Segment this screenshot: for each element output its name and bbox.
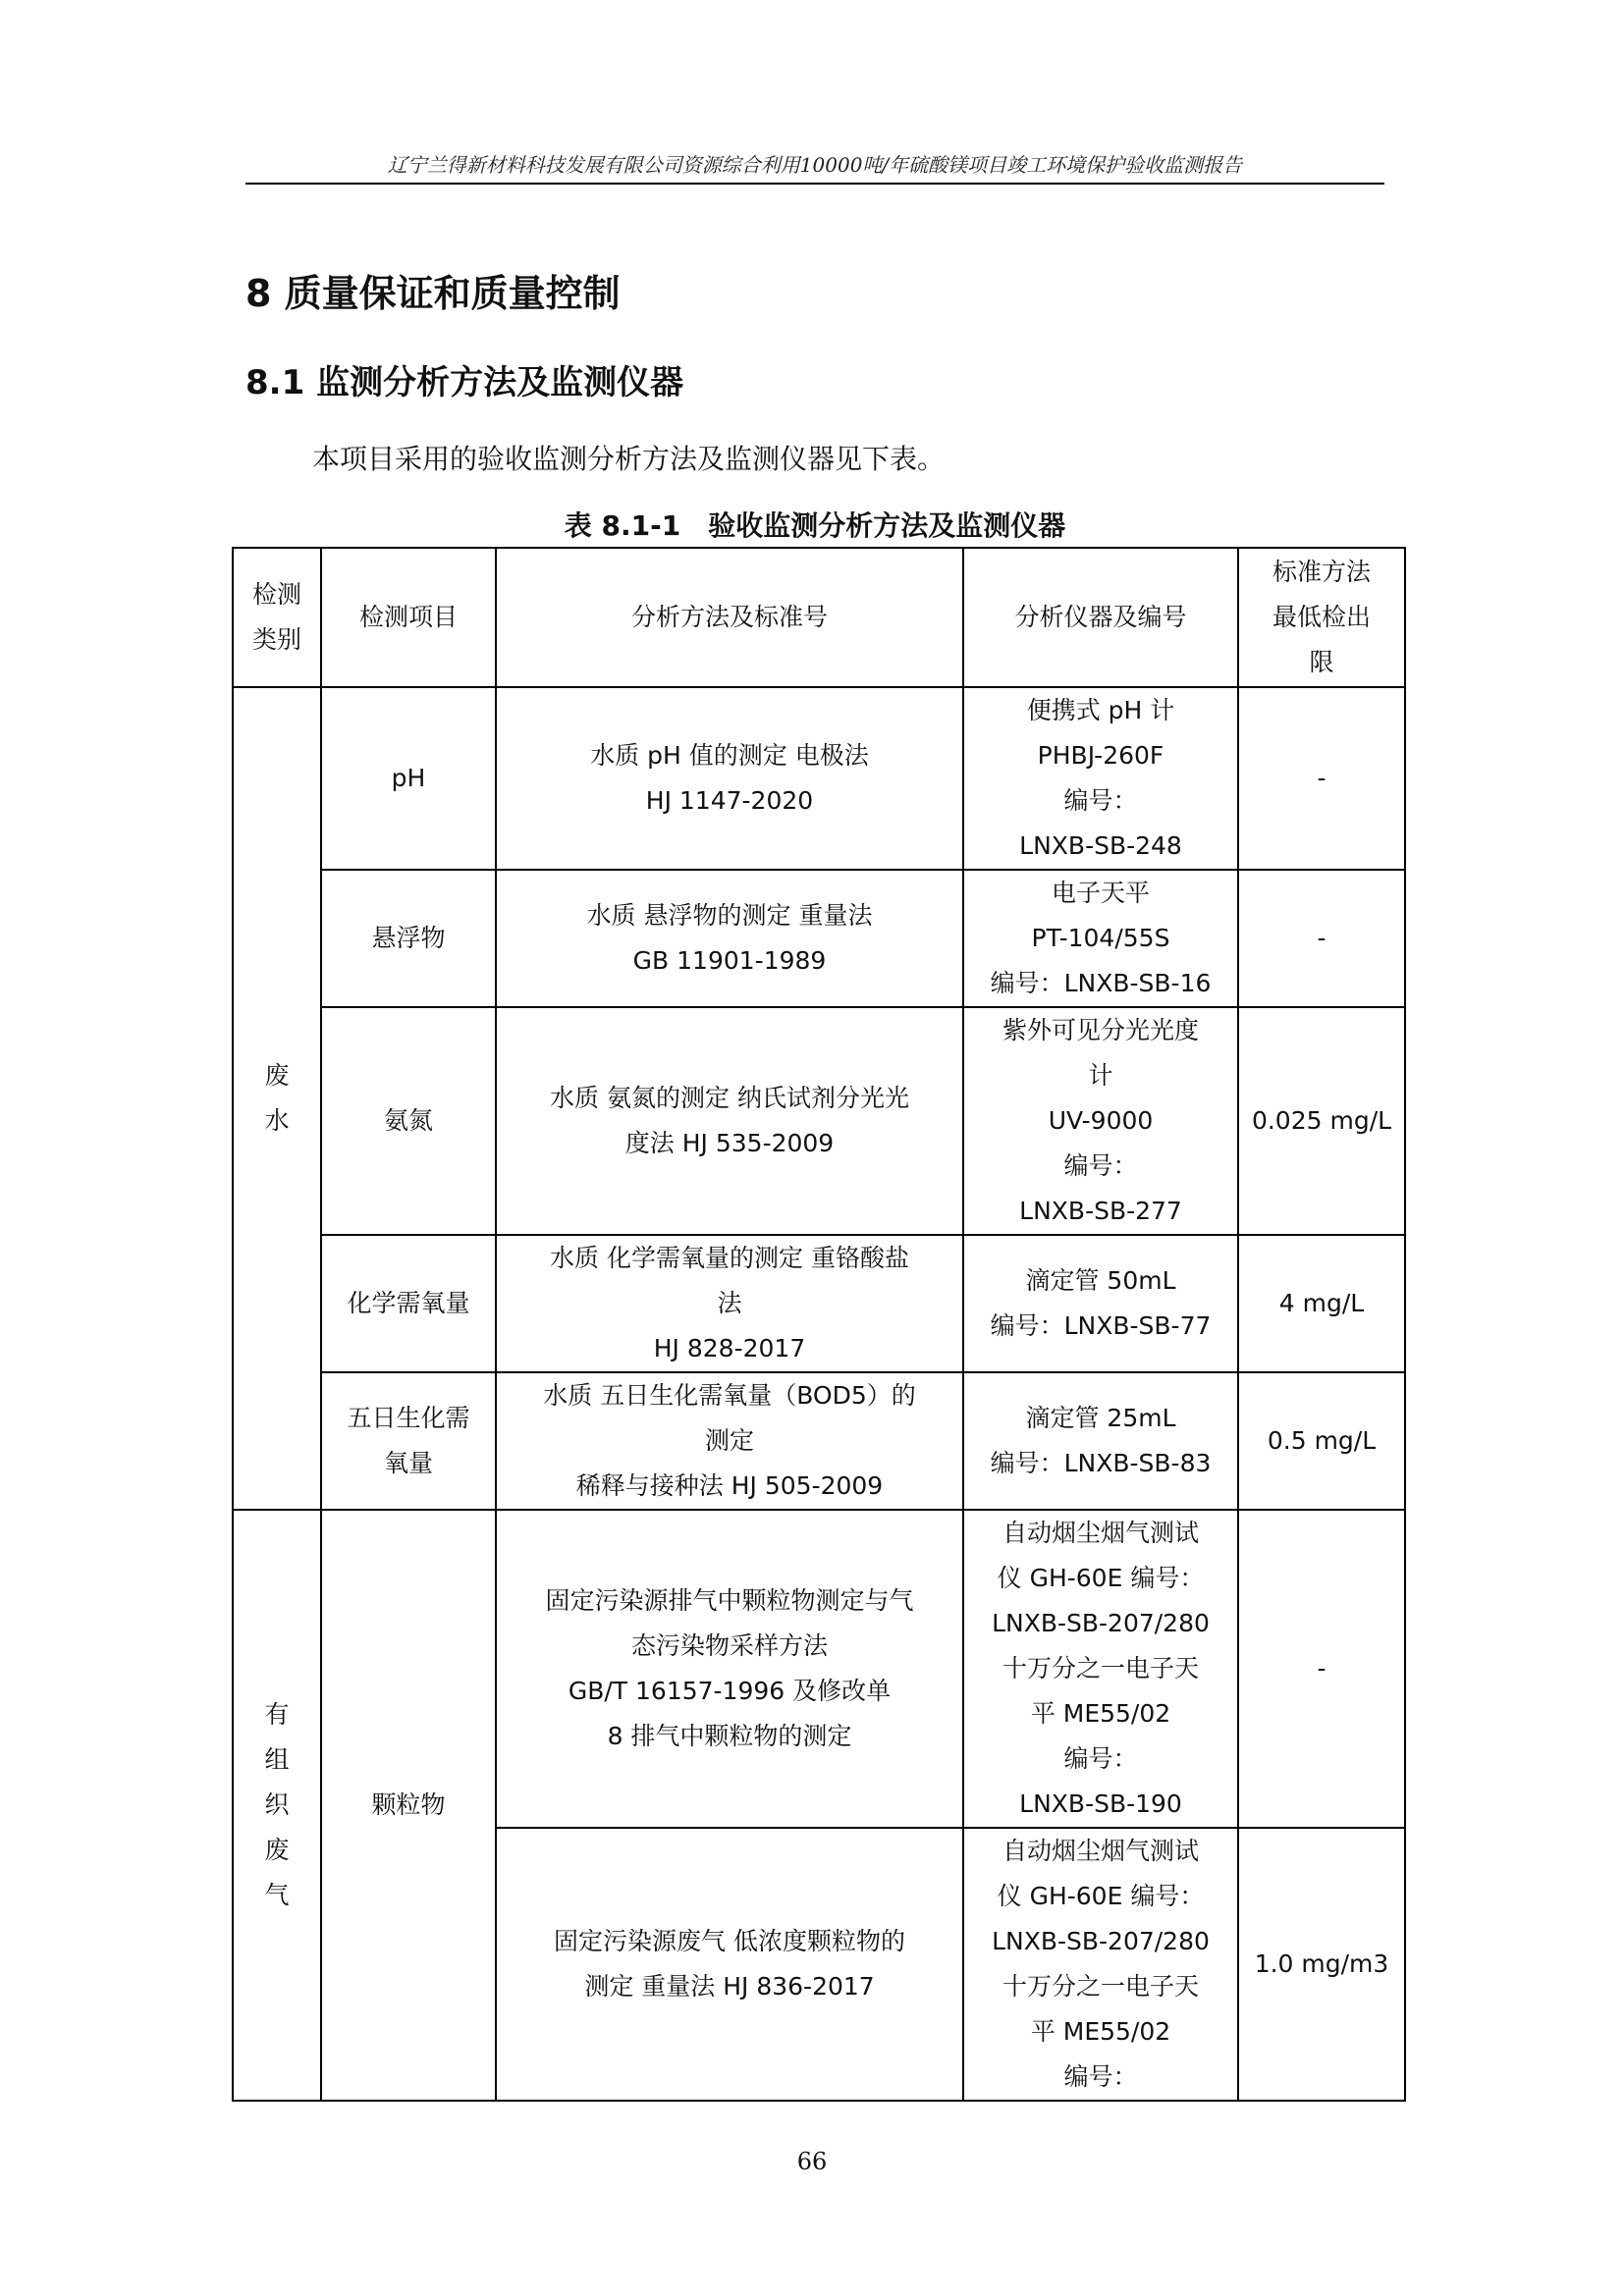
header-limit-line: 标准方法	[1272, 558, 1371, 586]
table-header-row	[233, 548, 1405, 687]
instrument-cell	[963, 687, 1238, 870]
category-cell-line: 废	[264, 1061, 290, 1090]
method-cell	[496, 870, 963, 1007]
instrument-cell-line: 仪 GH-60E 编号：	[997, 1882, 1205, 1910]
limit-cell-line: 0.025 mg/L	[1251, 1106, 1392, 1135]
method-cell	[496, 1007, 963, 1235]
instrument-cell	[963, 1372, 1238, 1510]
item-cell	[321, 870, 496, 1007]
instrument-cell-line: 滴定管 25mL	[1025, 1404, 1176, 1432]
instrument-cell	[963, 1235, 1238, 1372]
method-cell-line: 态污染物采样方法	[630, 1631, 828, 1660]
method-cell-line: 水质 五日生化需氧量（BOD5）的	[543, 1381, 916, 1410]
method-cell-line: 度法 HJ 535-2009	[624, 1129, 835, 1157]
header-item-line: 检测项目	[358, 603, 458, 631]
instrument-cell-line: 编号：LNXB-SB-83	[990, 1449, 1212, 1477]
item-cell	[321, 1510, 496, 2101]
item-cell	[321, 1007, 496, 1235]
category-cell-line: 气	[264, 1881, 290, 1909]
instrument-cell-line: PHBJ-260F	[1037, 741, 1164, 770]
header-instrument	[963, 548, 1238, 687]
limit-cell	[1238, 1235, 1405, 1372]
running-header: 辽宁兰得新材料科技发展有限公司资源综合利用10000吨/年硫酸镁项目竣工环境保护验收监测报告	[387, 153, 1243, 177]
section-title: 8 质量保证和质量控制	[245, 272, 621, 315]
method-cell-line: HJ 828-2017	[653, 1334, 806, 1362]
table-row	[233, 1510, 1405, 1828]
instrument-cell-line: UV-9000	[1048, 1106, 1154, 1135]
category-cell-line: 有	[264, 1700, 290, 1729]
limit-cell	[1238, 1007, 1405, 1235]
instrument-cell-line: 十万分之一电子天	[1001, 1654, 1199, 1682]
instrument-cell-line: PT-104/55S	[1031, 924, 1170, 952]
methods-table	[232, 547, 1406, 2102]
instrument-cell-line: LNXB-SB-190	[1019, 1789, 1182, 1818]
instrument-cell-line: 便携式 pH 计	[1026, 696, 1175, 724]
table-row	[233, 1007, 1405, 1235]
header-method-line: 分析方法及标准号	[630, 603, 828, 631]
category-cell-line: 水	[264, 1106, 290, 1135]
method-cell-line: GB/T 16157-1996 及修改单	[568, 1677, 892, 1705]
item-cell-line: 悬浮物	[371, 924, 446, 952]
method-cell-line: 测定 重量法 HJ 836-2017	[584, 1972, 875, 2001]
category-cell	[233, 687, 321, 1510]
category-cell-line: 废	[264, 1836, 290, 1864]
instrument-cell-line: 编号：	[1063, 786, 1138, 815]
method-cell	[496, 1372, 963, 1510]
instrument-cell-line: 自动烟尘烟气测试	[1001, 1837, 1199, 1865]
table-caption: 表 8.1-1 验收监测分析方法及监测仪器	[564, 509, 1066, 542]
header-limit-line: 最低检出	[1272, 603, 1371, 631]
instrument-cell-line: 编号：	[1063, 1744, 1138, 1773]
item-cell	[321, 1372, 496, 1510]
header-category-line: 类别	[251, 625, 301, 654]
table-row	[233, 870, 1405, 1007]
limit-cell-line: -	[1317, 1654, 1326, 1682]
limit-cell-line: 4 mg/L	[1278, 1289, 1365, 1317]
limit-cell-line: -	[1317, 924, 1326, 952]
category-cell	[233, 1510, 321, 2101]
instrument-cell-line: 平 ME55/02	[1030, 1699, 1171, 1728]
instrument-cell	[963, 870, 1238, 1007]
instrument-cell-line: 平 ME55/02	[1030, 2017, 1171, 2046]
page-number: 66	[796, 2148, 828, 2175]
limit-cell	[1238, 1372, 1405, 1510]
item-cell-line: 氧量	[383, 1449, 433, 1477]
method-cell-line: 水质 化学需氧量的测定 重铬酸盐	[550, 1244, 909, 1272]
limit-cell-line: 0.5 mg/L	[1267, 1426, 1377, 1455]
item-cell-line: pH	[391, 764, 426, 792]
method-cell	[496, 1510, 963, 1828]
header-category-line: 检测	[251, 580, 301, 609]
method-cell	[496, 687, 963, 870]
header-rule	[245, 183, 1384, 185]
instrument-cell	[963, 1510, 1238, 1828]
instrument-cell-line: LNXB-SB-277	[1019, 1197, 1182, 1225]
instrument-cell-line: 十万分之一电子天	[1001, 1972, 1199, 2001]
instrument-cell-line: LNXB-SB-207/280	[992, 1609, 1210, 1637]
instrument-cell-line: 计	[1088, 1061, 1113, 1090]
limit-cell-line: -	[1317, 764, 1326, 792]
method-cell-line: HJ 1147-2020	[645, 786, 814, 815]
limit-cell	[1238, 1828, 1405, 2101]
instrument-cell-line: 编号：LNXB-SB-16	[990, 969, 1212, 997]
instrument-cell-line: 编号：	[1063, 1151, 1138, 1180]
instrument-cell-line: 紫外可见分光光度	[1001, 1016, 1199, 1044]
header-method	[496, 548, 963, 687]
method-cell-line: 水质 氨氮的测定 纳氏试剂分光光	[550, 1084, 909, 1112]
instrument-cell-line: LNXB-SB-248	[1019, 831, 1182, 860]
category-cell-line: 组	[264, 1745, 290, 1774]
instrument-cell	[963, 1007, 1238, 1235]
limit-cell	[1238, 870, 1405, 1007]
method-cell	[496, 1235, 963, 1372]
category-cell-line: 织	[264, 1790, 290, 1819]
item-cell-line: 氨氮	[383, 1106, 433, 1135]
method-cell-line: GB 11901-1989	[632, 946, 827, 975]
method-cell-line: 法	[717, 1289, 742, 1317]
limit-cell	[1238, 687, 1405, 870]
instrument-cell-line: 电子天平	[1051, 879, 1150, 907]
intro-paragraph: 本项目采用的验收监测分析方法及监测仪器见下表。	[312, 443, 946, 475]
limit-cell-line: 1.0 mg/m3	[1254, 1949, 1389, 1978]
item-cell-line: 化学需氧量	[347, 1289, 470, 1317]
limit-cell	[1238, 1510, 1405, 1828]
header-limit-line: 限	[1309, 648, 1334, 676]
item-cell-line: 五日生化需	[347, 1404, 470, 1432]
method-cell-line: 测定	[704, 1426, 754, 1455]
method-cell-line: 水质 悬浮物的测定 重量法	[586, 901, 873, 930]
instrument-cell-line: 编号：LNXB-SB-77	[990, 1311, 1212, 1340]
instrument-cell-line: 滴定管 50mL	[1025, 1266, 1176, 1295]
table-row	[233, 1372, 1405, 1510]
instrument-cell-line: 仪 GH-60E 编号：	[997, 1564, 1205, 1592]
header-limit	[1238, 548, 1405, 687]
header-instrument-line: 分析仪器及编号	[1014, 603, 1187, 631]
instrument-cell-line: 编号：	[1063, 2062, 1138, 2091]
table-row	[233, 687, 1405, 870]
item-cell	[321, 1235, 496, 1372]
item-cell-line: 颗粒物	[371, 1790, 446, 1819]
item-cell	[321, 687, 496, 870]
method-cell-line: 固定污染源废气 低浓度颗粒物的	[554, 1927, 905, 1955]
instrument-cell-line: LNXB-SB-207/280	[992, 1927, 1210, 1955]
instrument-cell-line: 自动烟尘烟气测试	[1001, 1519, 1199, 1547]
instrument-cell	[963, 1828, 1238, 2101]
method-cell-line: 固定污染源排气中颗粒物测定与气	[545, 1586, 914, 1615]
header-category	[233, 548, 321, 687]
method-cell-line: 稀释与接种法 HJ 505-2009	[575, 1471, 884, 1500]
method-cell	[496, 1828, 963, 2101]
header-item	[321, 548, 496, 687]
method-cell-line: 水质 pH 值的测定 电极法	[590, 741, 869, 770]
table-row	[233, 1235, 1405, 1372]
subsection-title: 8.1 监测分析方法及监测仪器	[245, 363, 684, 402]
method-cell-line: 8 排气中颗粒物的测定	[607, 1722, 852, 1750]
